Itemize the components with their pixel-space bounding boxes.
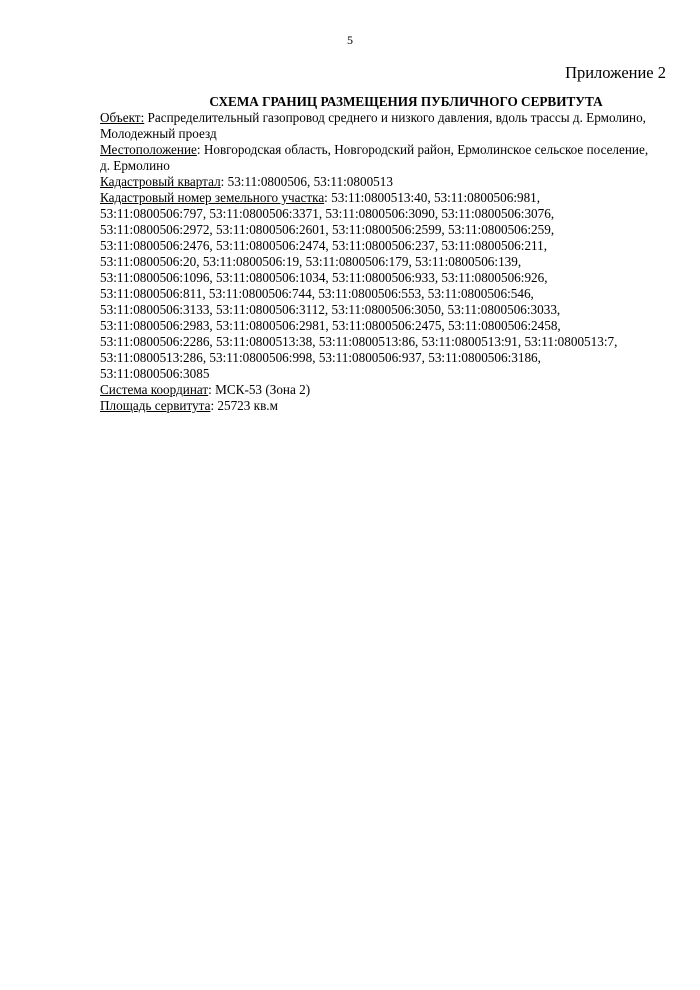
cadastral-numbers-first-tail: : 53:11:0800513:40, 53:11:0800506:981, (324, 190, 541, 205)
document-title: СХЕМА ГРАНИЦ РАЗМЕЩЕНИЯ ПУБЛИЧНОГО СЕРВИТУТА (209, 94, 603, 109)
cadastral-numbers-line (100, 190, 660, 206)
area-label: Площадь сервитута (100, 398, 211, 413)
location-field (100, 142, 660, 174)
cadastral-quarter-value: : 53:11:0800506, 53:11:0800513 (220, 174, 393, 189)
cadastral-numbers-line: 53:11:0800506:3085 (100, 366, 210, 381)
coordinate-system-value: : МСК-53 (Зона 2) (208, 382, 311, 397)
cadastral-numbers-line: 53:11:0800506:3133, 53:11:0800506:3112, 53:11:0800506:3050, 53:11:0800506:3033, (100, 302, 561, 317)
location-label: Местоположение (100, 142, 197, 157)
cadastral-numbers-label: Кадастровый номер земельного участка (100, 190, 325, 205)
cadastral-numbers-line: 53:11:0800506:2286, 53:11:0800513:38, 53:11:0800513:86, 53:11:0800513:91, 53:11:0800513:7, (100, 334, 618, 349)
cadastral-quarter-label: Кадастровый квартал (100, 174, 221, 189)
coordinate-system-field (100, 382, 660, 398)
cadastral-numbers-line: 53:11:0800506:797, 53:11:0800506:3371, 53:11:0800506:3090, 53:11:0800506:3076, (100, 206, 555, 221)
object-label: Объект: (100, 110, 145, 125)
area-value: : 25723 кв.м (210, 398, 278, 413)
cadastral-numbers-line: 53:11:0800506:1096, 53:11:0800506:1034, 53:11:0800506:933, 53:11:0800506:926, (100, 270, 548, 285)
cadastral-numbers-line: 53:11:0800506:2983, 53:11:0800506:2981, 53:11:0800506:2475, 53:11:0800506:2458, (100, 318, 561, 333)
document-body (100, 94, 660, 414)
coordinate-system-label: Система координат (100, 382, 209, 397)
cadastral-numbers-field (100, 190, 660, 382)
cadastral-numbers-line: 53:11:0800506:20, 53:11:0800506:19, 53:11:0800506:179, 53:11:0800506:139, (100, 254, 522, 269)
object-field (100, 110, 660, 142)
cadastral-numbers-line: 53:11:0800513:286, 53:11:0800506:998, 53:11:0800506:937, 53:11:0800506:3186, (100, 350, 541, 365)
cadastral-numbers-line: 53:11:0800506:2972, 53:11:0800506:2601, 53:11:0800506:2599, 53:11:0800506:259, (100, 222, 555, 237)
cadastral-numbers-line: 53:11:0800506:811, 53:11:0800506:744, 53:11:0800506:553, 53:11:0800506:546, (100, 286, 534, 301)
cadastral-quarter-field (100, 174, 660, 190)
appendix-label: Приложение 2 (565, 63, 666, 82)
page-number: 5 (347, 33, 353, 47)
cadastral-numbers-line: 53:11:0800506:2476, 53:11:0800506:2474, 53:11:0800506:237, 53:11:0800506:211, (100, 238, 548, 253)
object-value: Распределительный газопровод среднего и низкого давления, вдоль трассы д. Ермолино, Молодежный проезд (100, 110, 646, 141)
location-value: : Новгородская область, Новгородский район, Ермолинское сельское поселение, д. Ермолино (100, 142, 649, 173)
area-field (100, 398, 660, 414)
